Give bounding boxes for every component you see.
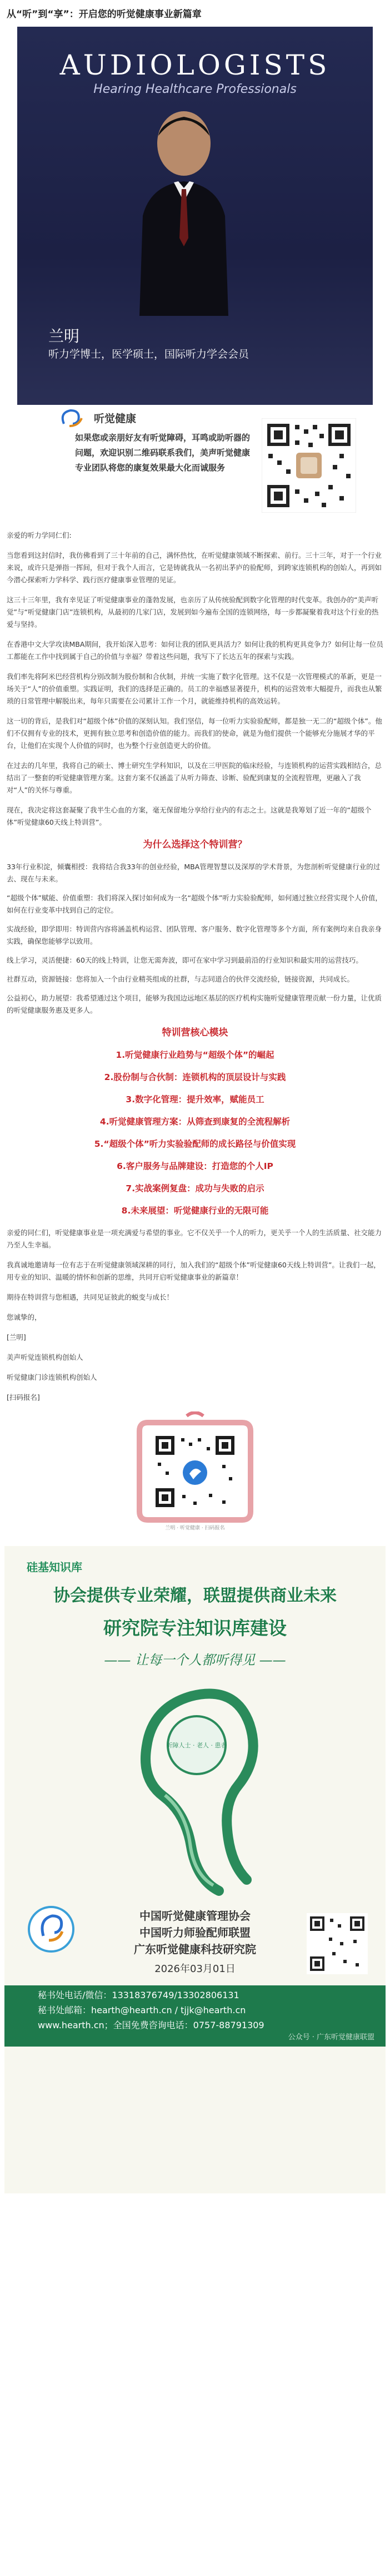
poster-qr-code[interactable] (307, 1913, 368, 1974)
qr-caption: 兰明 · 听觉健康 · 扫码报名 (165, 1525, 225, 1531)
poster-slogan: 协会提供专业荣耀，联盟提供商业未来 (53, 1586, 337, 1606)
poster-kicker: 硅基知识库 (27, 1561, 82, 1574)
footer-line: www.hearth.cn；全国免费咨询电话：0757-88791309 (38, 2020, 264, 2030)
poster-date: 2026年03月01日 (154, 1963, 236, 1975)
module-item: 1.听觉健康行业趋势与“超级个体”的崛起 (116, 1050, 274, 1060)
regards-line: 您诚挚的， (7, 1313, 42, 1321)
promo-qr-code[interactable] (262, 418, 356, 513)
ear-text: 听障人士 · 老人 · 患者 (166, 1742, 227, 1749)
speaker-name: 兰明 (48, 327, 80, 345)
footer-line: 秘书处邮箱：hearth@hearth.cn / tjjk@hearth.cn (38, 2005, 246, 2015)
paragraph: 在过去的几年里，我将自己的硕士、博士研究生学科知识，以及在三甲医院的临床经验，与连锁机构的运营实践相结合，总结出了一整套的听觉健康管理方案。这套方案不仅涵盖了从听力筛查、诊断、验配到康复的全流程管理，更融入了我对“人”的关怀与尊重。 (7, 761, 382, 794)
article-body (0, 522, 390, 1538)
benefit-item: “超级个体”赋能、价值重塑：我们将深入探讨如何成为一名“超级个体”听力实验验配师，如何通过独立经营实现个人价值，如何在行业变革中找到自己的定位。 (7, 894, 382, 914)
hero-brand: AUDIOLOGISTS (59, 49, 331, 81)
benefit-item: 33年行业积淀，倾囊相授：我将结合我33年的创业经验，MBA管理智慧以及深厚的学术背景，为您剖析听觉健康行业的过去、现在与未来。 (7, 863, 381, 883)
benefit-item: 公益初心，助力展望：我希望通过这个项目，能够为我国边远地区基层的医疗机构实施听觉健康管理贡献一份力量，让优质的听觉健康服务惠及更多人。 (7, 994, 382, 1014)
watermark-text: 公众号 · 广东听觉健康联盟 (288, 2033, 374, 2042)
paragraph: 我真诚地邀请每一位有志于在听觉健康领域深耕的同行，加入我们的“超级个体”听觉健康60天线上特训营”。让我们一起，用专业的知识、温暖的情怀和创新的思维，共同开启听觉健康事业的新篇章！ (7, 1261, 381, 1281)
signup-qr-block[interactable] (131, 1411, 259, 1538)
paragraph: 现在，我决定将这套凝聚了我半生心血的方案，毫无保留地分享给行业内的有志之士。这就是我筹划了近一年的“超级个体”听觉健康60天线上特训营”。 (7, 806, 372, 826)
benefit-list (7, 861, 383, 1017)
module-item: 5.“超级个体”听力实验验配师的成长路径与价值实现 (94, 1139, 296, 1149)
paragraph: 亲爱的同仁们，听觉健康事业是一项充满爱与希望的事业。它不仅关乎一个人的听力，更关乎一个人的生活质量、社交能力乃至人生幸福。 (7, 1228, 382, 1249)
hearing-logo-icon (56, 407, 89, 429)
ear-illustration-icon (130, 1680, 263, 1896)
greeting: 亲爱的听力学同仁们: (7, 531, 72, 539)
module-item: 6.客户服务与品牌建设：打造您的个人IP (117, 1161, 273, 1171)
signature-title: 听觉健康门诊连锁机构创始人 (7, 1373, 97, 1381)
benefit-item: 实战经验，即学即用：特训营内容将涵盖机构运营、团队管理、客户服务、数字化管理等多个方面，所有案例均来自我亲身实践，确保您能够学以致用。 (7, 925, 382, 945)
organization-name: 广东听觉健康科技研究院 (134, 1943, 256, 1956)
hero-banner (17, 27, 373, 405)
poster-slogan: 研究院专注知识库建设 (103, 1617, 287, 1639)
signature-title: 美声听觉连锁机构创始人 (7, 1353, 83, 1361)
why-section-title: 为什么选择这个特训营？ (143, 839, 247, 850)
poster-slogan: —— 让每一个人都听得见 —— (104, 1652, 286, 1668)
promo-card (17, 405, 373, 522)
module-item: 7.实战案例复盘：成功与失败的启示 (126, 1183, 264, 1193)
paragraph: 在香港中文大学攻读MBA期间，我开始深入思考：如何让我的团队更具活力？如何让我的机构更具竞争力？如何让每一位员工都能在工作中找到属于自己的价值与幸福？带着这些问题，我写下了长达五年的探索与实践。 (7, 640, 383, 661)
promo-description: 如果您或亲朋好友有听觉障碍，耳鸣或助听器的问题，欢迎识别二维码联系我们，美声听觉健康专业团队将您的康复效果最大化而诚服务 (75, 433, 251, 473)
paragraph: 这三十三年里，我有幸见证了听觉健康事业的蓬勃发展，也亲历了从传统验配到数字化管理的时代变革。我创办的“美声听觉”与“听觉健康门店”连锁机构，从最初的几家门店，发展到如今遍布全国的连锁网络，每一步都凝聚着我对这个行业的热爱与坚持。 (7, 596, 379, 628)
poster-banner (4, 1546, 386, 2193)
modules-section-title: 特训营核心模块 (162, 1027, 228, 1038)
benefit-item: 社群互动，资源链接：您将加入一个由行业精英组成的社群，与志同道合的伙伴交流经验，链接资源，共同成长。 (7, 975, 354, 983)
article-title: 从“听”到“享”：开启您的听觉健康事业新篇章 (7, 9, 202, 20)
speaker-credentials: 听力学博士，医学硕士，国际听力学会会员 (48, 348, 249, 360)
signature-block (7, 1311, 383, 1404)
footer-line: 秘书处电话/微信：13318376749/13302806131 (38, 1990, 239, 2000)
portrait-image (134, 105, 234, 316)
scan-label: [扫码报名] (7, 1393, 40, 1401)
paragraph: 我们率先将阿米巴经营机构分别改制为股份制和合伙制，并统一实施了数字化管理。这不仅是一次管理模式的革新，更是一场关于“人”的价值重塑。实践证明，我们的选择是正确的。员工的幸福感显著提升，机构的运营效率大幅提升，而我也从繁琐的日常管理中解脱出来，每年只需要在公司累计工作一个月，就能维持机构的高效运转。 (7, 672, 382, 705)
signup-qr-code[interactable] (131, 1411, 259, 1538)
signature-name: [兰明] (7, 1333, 26, 1341)
module-item: 4.听觉健康管理方案：从筛查到康复的全流程解析 (99, 1117, 291, 1127)
module-list (7, 1049, 383, 1217)
paragraph: 这一切的背后，是我们对“超级个体”价值的深刻认知。我们坚信，每一位听力实验验配师，都是独一无二的“超级个体”。他们不仅拥有专业的技术，更拥有独立思考和创造价值的能力。而我们的使命，就是为他们提供一个能够充分施展才华的平台，让他们在实现个人价值的同时，也为整个行业创造更大的价值。 (7, 717, 382, 750)
promo-brand-name: 听觉健康 (94, 413, 137, 425)
organization-name: 中国听力师验配师联盟 (139, 1926, 251, 1939)
module-item: 2.股份制与合伙制：连锁机构的顶层设计与实践 (104, 1072, 286, 1082)
organization-name: 中国听觉健康管理协会 (139, 1909, 251, 1923)
benefit-item: 线上学习，灵活便捷：60天的线上特训，让您无需奔波，即可在家中学习到最前沿的行业知识和最实用的运营技巧。 (7, 956, 363, 964)
module-item: 8.未来展望：听觉健康行业的无限可能 (121, 1206, 269, 1216)
module-item: 3.数字化管理：提升效率，赋能员工 (126, 1094, 264, 1104)
paragraph: 当您看到这封信时，我仿佛看到了三十年前的自己，满怀热忱，在听觉健康领域不断探索、前行。三十三年，对于一个行业来说，或许只是弹指一挥间，但对于我个人而言，它是铸就我从一名初出茅庐的验配师，到跨家连锁机构的创始人，再到如今潜心探索听力学科学、践行医疗健康事业管理的见证。 (7, 551, 382, 584)
hero-brand-subtitle: Hearing Healthcare Professionals (93, 82, 297, 96)
paragraph: 期待在特训营与您相遇，共同见证彼此的蜕变与成长！ (7, 1293, 174, 1301)
